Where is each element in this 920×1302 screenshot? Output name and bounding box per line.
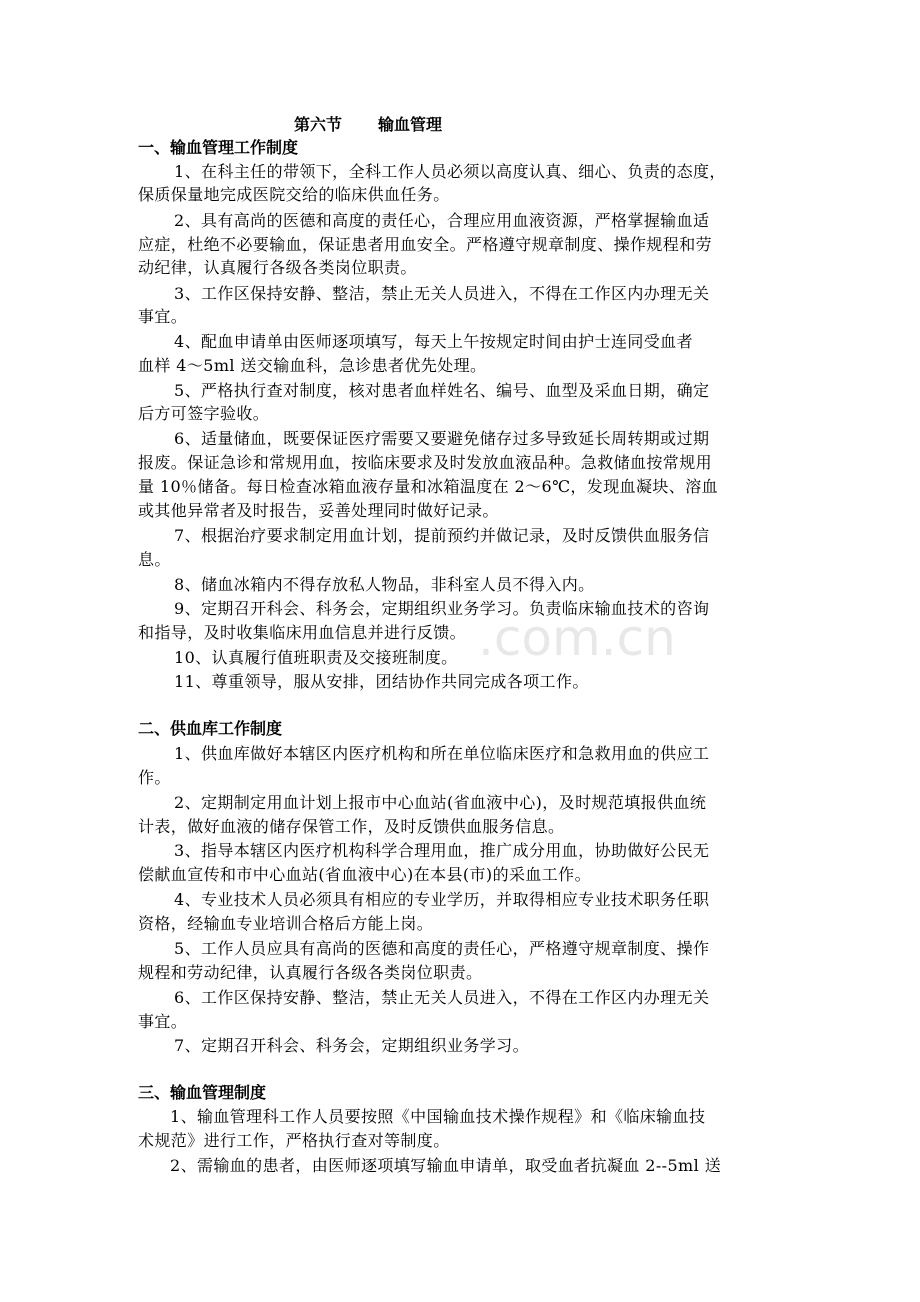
section-title-name: 输血管理: [378, 115, 443, 134]
text-line: 6、工作区保持安静、整洁，禁止无关人员进入，不得在工作区内办理无关: [174, 988, 710, 1007]
text-line: 3、指导本辖区内医疗机构科学合理用血，推广成分用血，协助做好公民无: [174, 841, 710, 860]
text-line: 保质保量地完成医院交给的临床供血任务。: [138, 185, 450, 204]
text-line: 计表，做好血液的储存保管工作，及时反馈供血服务信息。: [138, 817, 565, 836]
text-line: 报废。保证急诊和常规用血，按临床要求及时发放血液品种。急救储血按常规用: [138, 453, 713, 472]
text-line: 动纪律，认真履行各级各类岗位职责。: [138, 258, 417, 277]
text-line: 2、需输血的患者，由医师逐项填写输血申请单，取受血者抗凝血 2--5ml 送: [170, 1156, 722, 1175]
text-line: 10、认真履行值班职责及交接班制度。: [174, 648, 458, 667]
text-line: 规程和劳动纪律，认真履行各级各类岗位职责。: [138, 963, 483, 982]
text-line: 1、在科主任的带领下，全科工作人员必须以高度认真、细心、负责的态度，: [174, 162, 726, 181]
watermark: .com.cn: [478, 609, 676, 667]
heading-1: 一、输血管理工作制度: [138, 138, 299, 157]
text-line: 4、专业技术人员必须具有相应的专业学历，并取得相应专业技术职务任职: [174, 890, 710, 909]
text-line: 和指导，及时收集临床用血信息并进行反馈。: [138, 623, 467, 642]
text-line: 事宜。: [138, 1012, 188, 1031]
text-line: 4、配血申请单由医师逐项填写，每天上午按规定时间由护士连同受血者: [174, 332, 693, 351]
text-line: 5、严格执行查对制度，核对患者血样姓名、编号、血型及采血日期，确定: [174, 381, 710, 400]
text-line: 7、根据治疗要求制定用血计划，提前预约并做记录，及时反馈供血服务信: [174, 526, 710, 545]
text-line: 6、适量储血，既要保证医疗需要又要避免储存过多导致延长周转期或过期: [174, 429, 710, 448]
text-line: 量 10％储备。每日检查冰箱血液存量和冰箱温度在 2～6℃，发现血凝块、溶血: [138, 477, 718, 496]
text-line: 后方可签字验收。: [138, 404, 270, 423]
text-line: 偿献血宣传和市中心血站(省血液中心)在本县(市)的采血工作。: [138, 865, 591, 884]
text-line: 或其他异常者及时报告，妥善处理同时做好记录。: [138, 501, 499, 520]
heading-3: 三、输血管理制度: [138, 1083, 267, 1102]
text-line: 1、供血库做好本辖区内医疗机构和所在单位临床医疗和急救用血的供应工: [174, 744, 710, 763]
heading-2: 二、供血库工作制度: [138, 719, 283, 738]
text-line: 5、工作人员应具有高尚的医德和高度的责任心，严格遵守规章制度、操作: [174, 939, 710, 958]
text-line: 1、输血管理科工作人员要按照《中国输血技术操作规程》和《临床输血技: [170, 1107, 706, 1126]
text-line: 息。: [138, 550, 171, 569]
text-line: 2、具有高尚的医德和高度的责任心，合理应用血液资源，严格掌握输血适: [174, 211, 710, 230]
text-line: 9、定期召开科会、科务会，定期组织业务学习。负责临床输血技术的咨询: [174, 599, 710, 618]
text-line: 术规范》进行工作，严格执行查对等制度。: [138, 1131, 450, 1150]
text-line: 8、储血冰箱内不得存放私人物品，非科室人员不得入内。: [174, 575, 595, 594]
text-line: 3、工作区保持安静、整洁，禁止无关人员进入，不得在工作区内办理无关: [174, 284, 710, 303]
text-line: 资格，经输血专业培训合格后方能上岗。: [138, 914, 434, 933]
section-title-number: 第六节: [294, 115, 343, 134]
text-line: 2、定期制定用血计划上报市中心血站(省血液中心)，及时规范填报供血统: [174, 793, 707, 812]
text-line: 11、尊重领导，服从安排，团结协作共同完成各项工作。: [174, 672, 589, 691]
text-line: 7、定期召开科会、科务会，定期组织业务学习。: [174, 1036, 529, 1055]
text-line: 事宜。: [138, 307, 188, 326]
text-line: 作。: [138, 768, 171, 787]
text-line: 血样 4～5ml 送交输血科，急诊患者优先处理。: [138, 356, 487, 375]
text-line: 应症，杜绝不必要输血，保证患者用血安全。严格遵守规章制度、操作规程和劳: [138, 235, 713, 254]
